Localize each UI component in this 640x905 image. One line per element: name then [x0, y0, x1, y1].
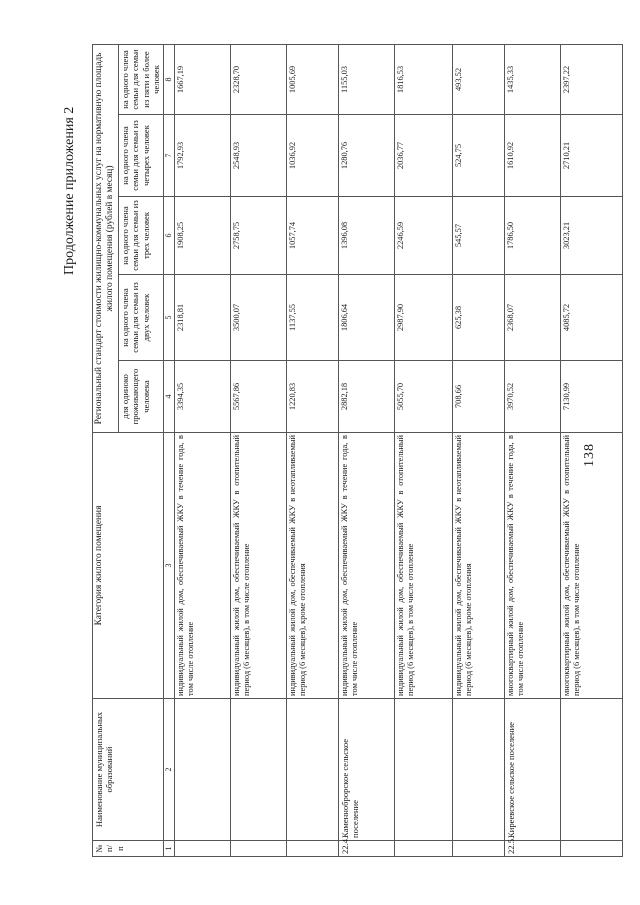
cost-value: 2882,18 [338, 361, 394, 433]
header-category: Категория жилого помещения [93, 433, 164, 699]
municipality-name [560, 699, 622, 841]
housing-category: многоквартирный жилой дом, обеспечиваемый ЖКУ в течение года, в том числе отопление [504, 433, 560, 699]
cost-value: 2368,07 [504, 275, 560, 361]
cost-value: 1155,03 [338, 44, 394, 114]
column-number: 4 [163, 361, 174, 433]
cost-value: 1005,69 [286, 44, 338, 114]
cost-value: 3023,21 [560, 197, 622, 275]
municipality-name [452, 699, 504, 841]
table-row [338, 44, 394, 856]
cost-value: 708,66 [452, 361, 504, 433]
cost-value: 493,52 [452, 44, 504, 114]
housing-category: индивидуальный жилой дом, обеспечиваемый ЖКУ в течение года, в том числе отопление [174, 433, 230, 699]
header-number: № п/п [93, 841, 164, 857]
cost-value: 5055,70 [394, 361, 452, 433]
row-number [452, 841, 504, 857]
cost-value: 1786,50 [504, 197, 560, 275]
row-number [174, 841, 230, 857]
column-number-row [163, 44, 174, 856]
row-number [230, 841, 286, 857]
cost-value: 1396,08 [338, 197, 394, 275]
municipality-name: Киреевское сельское поселение [504, 699, 560, 841]
cost-value: 1806,64 [338, 275, 394, 361]
cost-value: 524,75 [452, 115, 504, 197]
cost-value: 1280,76 [338, 115, 394, 197]
column-number: 7 [163, 115, 174, 197]
subheader-family-4: на одного члена семьи для семьи из четырех человек [118, 115, 163, 197]
cost-value: 2758,75 [230, 197, 286, 275]
municipality-name [394, 699, 452, 841]
row-number: 22.5. [504, 841, 560, 857]
subheader-single: для одиноко проживающего человека [118, 361, 163, 433]
cost-value: 625,38 [452, 275, 504, 361]
cost-value: 1908,25 [174, 197, 230, 275]
cost-value: 3394,35 [174, 361, 230, 433]
column-number: 8 [163, 44, 174, 114]
page-number: 138 [582, 443, 597, 467]
row-number [286, 841, 338, 857]
housing-category: индивидуальный жилой дом, обеспечиваемый ЖКУ в отопительный период (6 месяцев), в том числе отопление [230, 433, 286, 699]
municipality-name: Каменноброрское сельское поселение [338, 699, 394, 841]
column-number: 1 [163, 841, 174, 857]
cost-value: 1220,83 [286, 361, 338, 433]
column-number: 5 [163, 275, 174, 361]
municipality-name [286, 699, 338, 841]
header-municipality: Наименование муниципальных образований [93, 699, 164, 841]
cost-value: 2987,90 [394, 275, 452, 361]
appendix-continuation: Продолжение приложения 2 [62, 106, 77, 275]
cost-value: 7130,99 [560, 361, 622, 433]
cost-value: 1137,55 [286, 275, 338, 361]
cost-value: 2548,93 [230, 115, 286, 197]
table-row [174, 44, 230, 856]
housing-category: индивидуальный жилой дом, обеспечиваемый ЖКУ в течение года, в том числе отопление [338, 433, 394, 699]
cost-value: 3970,52 [504, 361, 560, 433]
municipality-name [230, 699, 286, 841]
cost-value: 2397,22 [560, 44, 622, 114]
column-number: 2 [163, 699, 174, 841]
cost-value: 2328,70 [230, 44, 286, 114]
cost-value: 2318,81 [174, 275, 230, 361]
cost-value: 1057,74 [286, 197, 338, 275]
cost-value: 1610,92 [504, 115, 560, 197]
cost-value: 3500,07 [230, 275, 286, 361]
housing-category: индивидуальный жилой дом, обеспечиваемый ЖКУ в отопительный период (6 месяцев), в том числе отопление [394, 433, 452, 699]
row-number [394, 841, 452, 857]
subheader-family-2: на одного члена семьи для семьи из двух человек [118, 275, 163, 361]
subheader-family-3: на одного члена семьи для семьи из трех человек [118, 197, 163, 275]
table-row [230, 44, 286, 856]
cost-value: 2710,21 [560, 115, 622, 197]
housing-cost-standard-table [92, 44, 623, 857]
cost-value: 545,57 [452, 197, 504, 275]
municipality-name [174, 699, 230, 841]
cost-value: 1435,33 [504, 44, 560, 114]
cost-value: 5567,86 [230, 361, 286, 433]
cost-value: 1667,19 [174, 44, 230, 114]
table-row [560, 44, 622, 856]
column-number: 6 [163, 197, 174, 275]
housing-category: многоквартирный жилой дом, обеспечиваемый ЖКУ в отопительный период (6 месяцев), в том числе отопление [560, 433, 622, 699]
column-number: 3 [163, 433, 174, 699]
cost-value: 1036,92 [286, 115, 338, 197]
cost-value: 4085,72 [560, 275, 622, 361]
housing-category: индивидуальный жилой дом, обеспечиваемый ЖКУ в неотапливаемый период (6 месяцев), кроме отопления [286, 433, 338, 699]
cost-value: 2036,77 [394, 115, 452, 197]
housing-category: индивидуальный жилой дом, обеспечиваемый ЖКУ в неотапливаемый период (6 месяцев), кроме отопления [452, 433, 504, 699]
row-number: 22.4. [338, 841, 394, 857]
header-standard: Региональный стандарт стоимости жилищно-коммунальных услуг на нормативную площадь жилого помещения (рублей в месяц) [93, 44, 119, 432]
table-row [394, 44, 452, 856]
cost-value: 2246,59 [394, 197, 452, 275]
row-number [560, 841, 622, 857]
table-row [504, 44, 560, 856]
table-row [452, 44, 504, 856]
cost-value: 1816,53 [394, 44, 452, 114]
cost-value: 1792,93 [174, 115, 230, 197]
table-body [174, 44, 622, 856]
table-row [286, 44, 338, 856]
subheader-family-5: на одного члена семьи для семьи из пяти и более человек [118, 44, 163, 114]
